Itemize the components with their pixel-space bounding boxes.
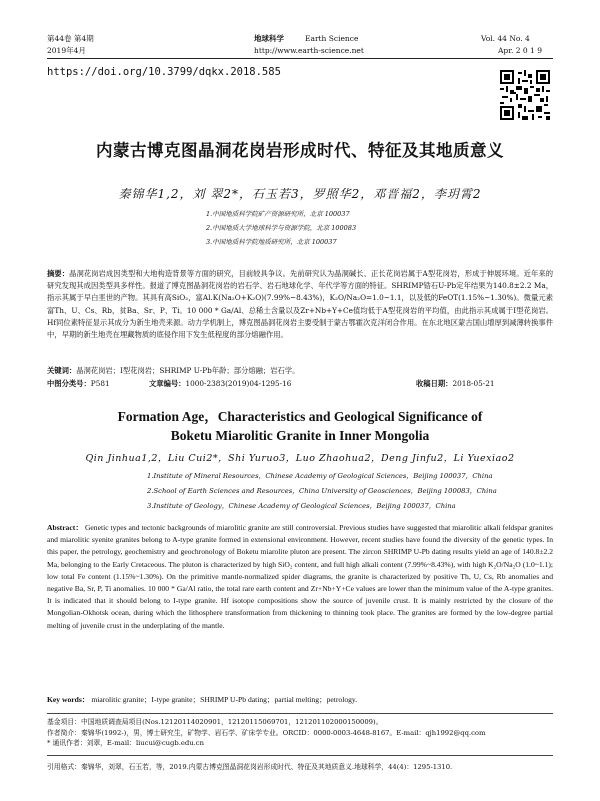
doi-link[interactable]: https://doi.org/10.3799/dqkx.2018.585 — [47, 66, 281, 78]
received-date — [416, 379, 495, 389]
authors-cn: 秦锦华1,2，刘 翠2*，石玉若3，罗照华2，邓晋福2，李玥霄2 — [118, 187, 482, 201]
affiliation-en-1: 1.Institute of Mineral Resources，Chinese Academy of Geological Sciences，Beijing 100037，China — [147, 472, 493, 480]
abstract-cn — [47, 268, 553, 341]
article-number-value: 1000-2383(2019)04-1295-16 — [185, 379, 292, 388]
affiliation-cn-2: 2.中国地质大学地球科学与资源学院，北京 100083 — [206, 224, 357, 232]
affiliation-en-2: 2.School of Earth Sciences and Resources，China University of Geosciences，Beijing 100083，China — [147, 487, 497, 495]
journal-name-cn: 地球科学 — [254, 34, 284, 43]
footnote-funding: 基金项目：中国地质调查局项目(Nos.12120114020901，12120115069701，121201102000150009)。 — [47, 718, 383, 726]
clc-number — [47, 379, 110, 389]
affiliation-cn-1: 1.中国地质科学院矿产资源研究所，北京 100037 — [206, 210, 350, 218]
affiliation-en-3: 3.Institute of Geology，Chinese Academy of Geological Sciences，Beijing 100037，China — [147, 502, 456, 510]
clc-value: P581 — [90, 379, 110, 388]
keywords-cn — [47, 366, 299, 376]
keywords-en-text: miarolitic granite；I-type granite；SHRIMP U-Pb dating；partial melting；petrology. — [91, 695, 358, 704]
abstract-en-text: Genetic types and tectonic backgrounds of miarolitic granite are still controversial. Previous studies have suggested that miarolitic alkali feldspar granites and miarolitic syenite granites belong to A-type granite formed in extensional environment. However, recent studies have found the diversity of the genetic types. In this paper, the petrology, geochemistry and geochronology of Boketu miarolite pluton are present. The zircon SHRIMP U-Pb dating results yield an age of 140.8±2.2 Ma, belonging to the Early Cretaceous. The pluton is characterized by high SiO₂ content, and full high alkali content (7.99%~8.43%), with high K₂O/Na₂O (1.0~1.1); low total Fe content (1.15%~1.30%). On the primitive mantle-normalized spider diagrams, the granite is characterized by positive Th, U, Cs, Rb anomalies and negative Ba, Sr, P, Ti anomalies. 10 000 * Ga/Al ratio, the total rare earth content and Zr+Nb+Y+Ce values are lower than the minimum value of the A-type granites. It is indicated that it should belong to I-type granite. Hf isotope compositions show the source of juvenile crust. It is mainly restricted by the closure of the Mongolian-Okhotsk ocean, during which the lithosphere transformation from thickening to thinning took place. The granites are formed by the low-degree partial melting of juvenile crust in the underplating of the mantle. — [47, 523, 554, 630]
keywords-cn-text: 晶洞花岗岩；I型花岗岩；SHRIMP U-Pb年龄；部分熔融；岩石学。 — [76, 366, 300, 375]
footnote-author-bio: 作者简介：秦锦华(1992-)，男，博士研究生，矿物学、岩石学、矿床学专业。ORCID：0000-0003-4648-8167。E-mail：qjh1992@qq.com — [47, 728, 486, 737]
qr-code-icon[interactable] — [500, 70, 550, 120]
affiliation-cn-3: 3.中国地质科学院地质研究所，北京 100037 — [206, 238, 337, 246]
header-rule — [47, 58, 553, 59]
footnote-divider — [47, 713, 553, 714]
volume-issue-en: Vol. 44 No. 4 — [481, 34, 530, 43]
received-value: 2018-05-21 — [452, 379, 495, 388]
article-number — [149, 379, 291, 389]
date-cn: 2019年4月 — [47, 46, 86, 55]
received-label: 收稿日期： — [416, 379, 453, 388]
clc-label: 中图分类号： — [47, 379, 91, 388]
abstract-en-label: Abstract： — [47, 523, 83, 532]
keywords-cn-label: 关键词： — [47, 366, 77, 375]
abstract-cn-label: 摘要： — [47, 269, 70, 278]
abstract-en — [47, 522, 553, 632]
footnotes — [47, 717, 553, 749]
journal-name-en: Earth Science — [305, 34, 359, 43]
volume-issue-cn: 第44卷 第4期 — [47, 34, 94, 43]
date-en: Apr. 2 0 1 9 — [498, 46, 542, 55]
citation-format: 引用格式：秦锦华，刘翠，石玉若，等，2019.内蒙古博克图晶洞花岗岩形成时代、特征及其地质意义.地球科学，44(4)：1295-1310. — [47, 763, 453, 771]
journal-url[interactable]: http://www.earth-science.net — [254, 46, 364, 55]
abstract-cn-text: 晶洞花岗岩成因类型和大地构造背景等方面的研究，目前较具争议。先前研究认为晶洞碱长、正长花岗岩属于A型花岗岩，形成于伸展环境。近年来的研究发现其成因类型具多样性。报道了博克图晶洞花岗岩的岩石学、岩石地球化学、年代学等方面的特征。SHRIMP锆石U-Pb定年结果为140.8±2.2 Ma，指示其属于早白垩世的产物。其具有高SiO₂，富Al.K(Na₂O+K₂O)(7.99%~8.43%)，K₂O/Na₂O=1.0~1.1，以及低的FeOT(1.15%~1.30%)。微量元素富Th、U、Cs、Rb，贫Ba、Sr、P、Ti。10 000 * Ga/Al、总稀土含量以及Zr+Nb+Y+Ce值均低于A型花岗岩的平均值，由此指示其成属于I型花岗岩。Hf同位素特征显示其成分为新生地壳来源。动力学机制上，博克图晶洞花岗岩主要受制于蒙古鄂霍次克洋闭合作用。在东北地区蒙古国山增厚到减薄转换事件中，早期的新生地壳在埋藏物质的底侵作用下发生低程度的部分熔融作用。 — [47, 269, 554, 340]
keywords-en-label: Key words： — [47, 695, 90, 704]
article-title-cn: 内蒙古博克图晶洞花岗岩形成时代、特征及其地质意义 — [96, 141, 504, 160]
article-title-en-line1: Formation Age，Characteristics and Geological Significance of — [117, 409, 483, 424]
authors-en: Qin Jinhua1,2，Liu Cui2*，Shi Yuruo3，Luo Zhaohua2，Deng Jinfu2，Li Yuexiao2 — [85, 453, 515, 464]
citation-divider — [47, 755, 553, 756]
footnote-corresponding-author: * 通讯作者：刘翠，E-mail：liucui@cugb.edu.cn — [47, 739, 204, 747]
keywords-en — [47, 694, 553, 706]
article-number-label: 文章编号： — [149, 379, 186, 388]
article-title-en-line2: Boketu Miarolitic Granite in Inner Mongolia — [170, 428, 430, 443]
